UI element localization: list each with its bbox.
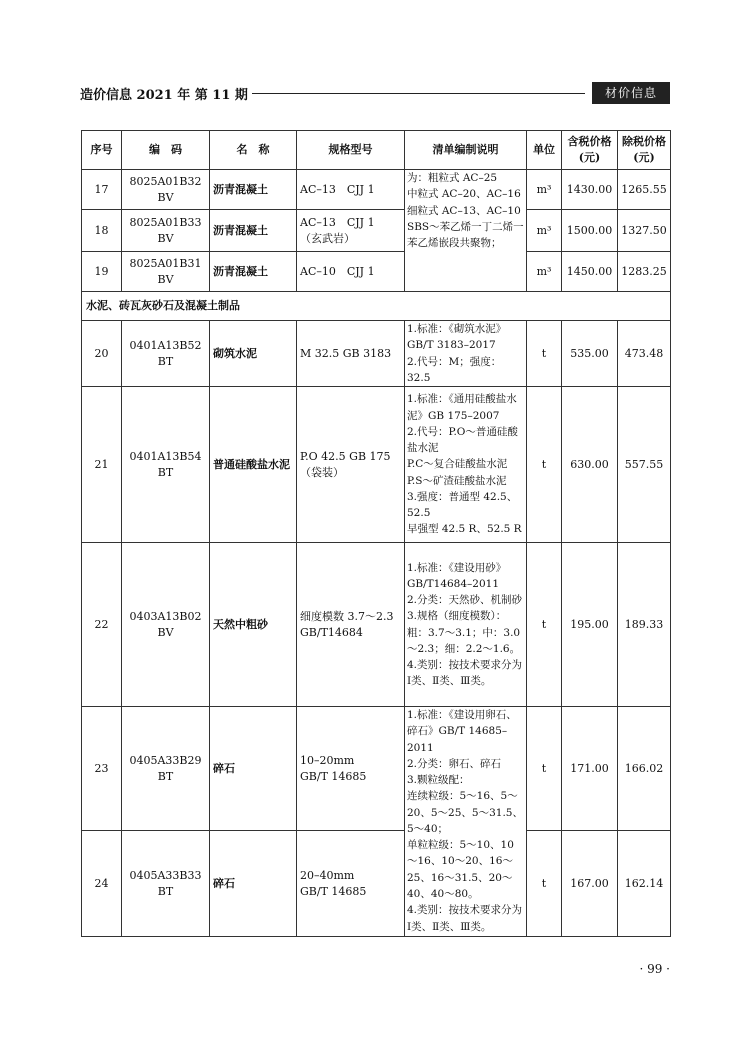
- col-header-price-tax: 含税价格(元): [562, 131, 618, 170]
- cell-seq: 20: [82, 321, 122, 387]
- cell-price-notax: 1327.50: [618, 210, 671, 252]
- table-row: [82, 252, 671, 292]
- col-header-name: 名 称: [210, 131, 297, 170]
- cell-code: 0405A33B33 BT: [122, 831, 210, 937]
- cell-unit: m³: [527, 170, 562, 210]
- cell-spec: AC–10 CJJ 1: [297, 252, 405, 292]
- table-row: [82, 170, 671, 210]
- cell-code: 0401A13B52 BT: [122, 321, 210, 387]
- cell-name: 碎石: [210, 707, 297, 831]
- header-rule: [252, 93, 585, 94]
- cell-price-tax: 535.00: [562, 321, 618, 387]
- cell-seq: 18: [82, 210, 122, 252]
- cell-name: 沥青混凝土: [210, 252, 297, 292]
- table-row: [82, 321, 671, 387]
- cell-name: 沥青混凝土: [210, 210, 297, 252]
- cell-spec: 细度模数 3.7～2.3 GB/T14684: [297, 543, 405, 707]
- col-header-unit: 单位: [527, 131, 562, 170]
- cell-desc: 1.标准：《通用硅酸盐水泥》GB 175–2007 2.代号：P.O～普通硅酸盐水泥 P.C～复合硅酸盐水泥 P.S～矿渣硅酸盐水泥 3.强度：普通型 42.5、52.5 早强型 42.5 R、52.5 R: [405, 387, 527, 543]
- col-header-code: 编 码: [122, 131, 210, 170]
- cell-seq: 19: [82, 252, 122, 292]
- cell-spec: P.O 42.5 GB 175 （袋装）: [297, 387, 405, 543]
- cell-price-notax: 473.48: [618, 321, 671, 387]
- cell-unit: t: [527, 707, 562, 831]
- table-row: [82, 831, 671, 937]
- cell-seq: 17: [82, 170, 122, 210]
- cell-price-tax: 1450.00: [562, 252, 618, 292]
- col-header-price-notax: 除税价格(元): [618, 131, 671, 170]
- cell-price-tax: 167.00: [562, 831, 618, 937]
- cell-price-tax: 1500.00: [562, 210, 618, 252]
- cell-price-notax: 557.55: [618, 387, 671, 543]
- cell-code: 8025A01B32 BV: [122, 170, 210, 210]
- cell-spec: 20–40mm GB/T 14685: [297, 831, 405, 937]
- table-row: [82, 543, 671, 707]
- cell-name: 普通硅酸盐水泥: [210, 387, 297, 543]
- page-header: [80, 82, 670, 106]
- cell-price-tax: 1430.00: [562, 170, 618, 210]
- cell-seq: 23: [82, 707, 122, 831]
- price-table: [81, 130, 671, 937]
- col-header-desc: 清单编制说明: [405, 131, 527, 170]
- page-number: · 99 ·: [639, 962, 670, 976]
- cell-desc: 1.标准：《建设用砂》GB/T14684–2011 2.分类：天然砂、机制砂 3.规格（细度模数）：粗：3.7～3.1；中：3.0～2.3；细：2.2～1.6。 4.类别：按技术要求分为Ⅰ类、Ⅱ类、Ⅲ类。: [405, 543, 527, 707]
- col-header-spec: 规格型号: [297, 131, 405, 170]
- cell-price-notax: 162.14: [618, 831, 671, 937]
- section-row: [82, 292, 671, 321]
- cell-price-tax: 630.00: [562, 387, 618, 543]
- cell-name: 天然中粗砂: [210, 543, 297, 707]
- cell-spec: AC–13 CJJ 1 （玄武岩）: [297, 210, 405, 252]
- cell-unit: t: [527, 543, 562, 707]
- cell-spec: AC–13 CJJ 1: [297, 170, 405, 210]
- cell-desc-shared: 为：粗粒式 AC–25 中粒式 AC–20、AC–16 细粒式 AC–13、AC–10 SBS～苯乙烯一丁二烯一苯乙烯嵌段共聚物；: [405, 170, 527, 292]
- section-title: 水泥、砖瓦灰砂石及混凝土制品: [82, 292, 671, 321]
- cell-name: 碎石: [210, 831, 297, 937]
- publication-title: 造价信息 2021 年 第 11 期: [80, 88, 248, 103]
- cell-seq: 22: [82, 543, 122, 707]
- cell-seq: 21: [82, 387, 122, 543]
- cell-unit: m³: [527, 210, 562, 252]
- cell-code: 8025A01B33 BV: [122, 210, 210, 252]
- cell-code: 0403A13B02 BV: [122, 543, 210, 707]
- cell-unit: m³: [527, 252, 562, 292]
- cell-price-notax: 1283.25: [618, 252, 671, 292]
- cell-price-notax: 189.33: [618, 543, 671, 707]
- cell-code: 0405A33B29 BT: [122, 707, 210, 831]
- cell-spec: 10–20mm GB/T 14685: [297, 707, 405, 831]
- cell-name: 沥青混凝土: [210, 170, 297, 210]
- table-row: [82, 210, 671, 252]
- cell-price-tax: 171.00: [562, 707, 618, 831]
- table-header-row: [82, 131, 671, 170]
- table-row: [82, 387, 671, 543]
- cell-spec: M 32.5 GB 3183: [297, 321, 405, 387]
- cell-unit: t: [527, 387, 562, 543]
- cell-price-notax: 166.02: [618, 707, 671, 831]
- cell-desc-shared: 1.标准：《建设用卵石、碎石》GB/T 14685–2011 2.分类：卵石、碎石 3.颗粒级配： 连续粒级：5～16、5～20、5～25、5～31.5、5～40； 单粒粒级：5～10、10～16、10～20、16～25、16～31.5、20～40、40～80。 4.类别：按技术要求分为Ⅰ类、Ⅱ类、Ⅲ类。: [405, 707, 527, 937]
- cell-code: 0401A13B54 BT: [122, 387, 210, 543]
- cell-code: 8025A01B31 BV: [122, 252, 210, 292]
- cell-price-tax: 195.00: [562, 543, 618, 707]
- cell-price-notax: 1265.55: [618, 170, 671, 210]
- col-header-seq: 序号: [82, 131, 122, 170]
- section-badge: 材价信息: [592, 82, 670, 104]
- table-row: [82, 707, 671, 831]
- cell-unit: t: [527, 831, 562, 937]
- cell-seq: 24: [82, 831, 122, 937]
- cell-desc: 1.标准：《砌筑水泥》GB/T 3183–2017 2.代号：M；强度：32.5: [405, 321, 527, 387]
- cell-unit: t: [527, 321, 562, 387]
- cell-name: 砌筑水泥: [210, 321, 297, 387]
